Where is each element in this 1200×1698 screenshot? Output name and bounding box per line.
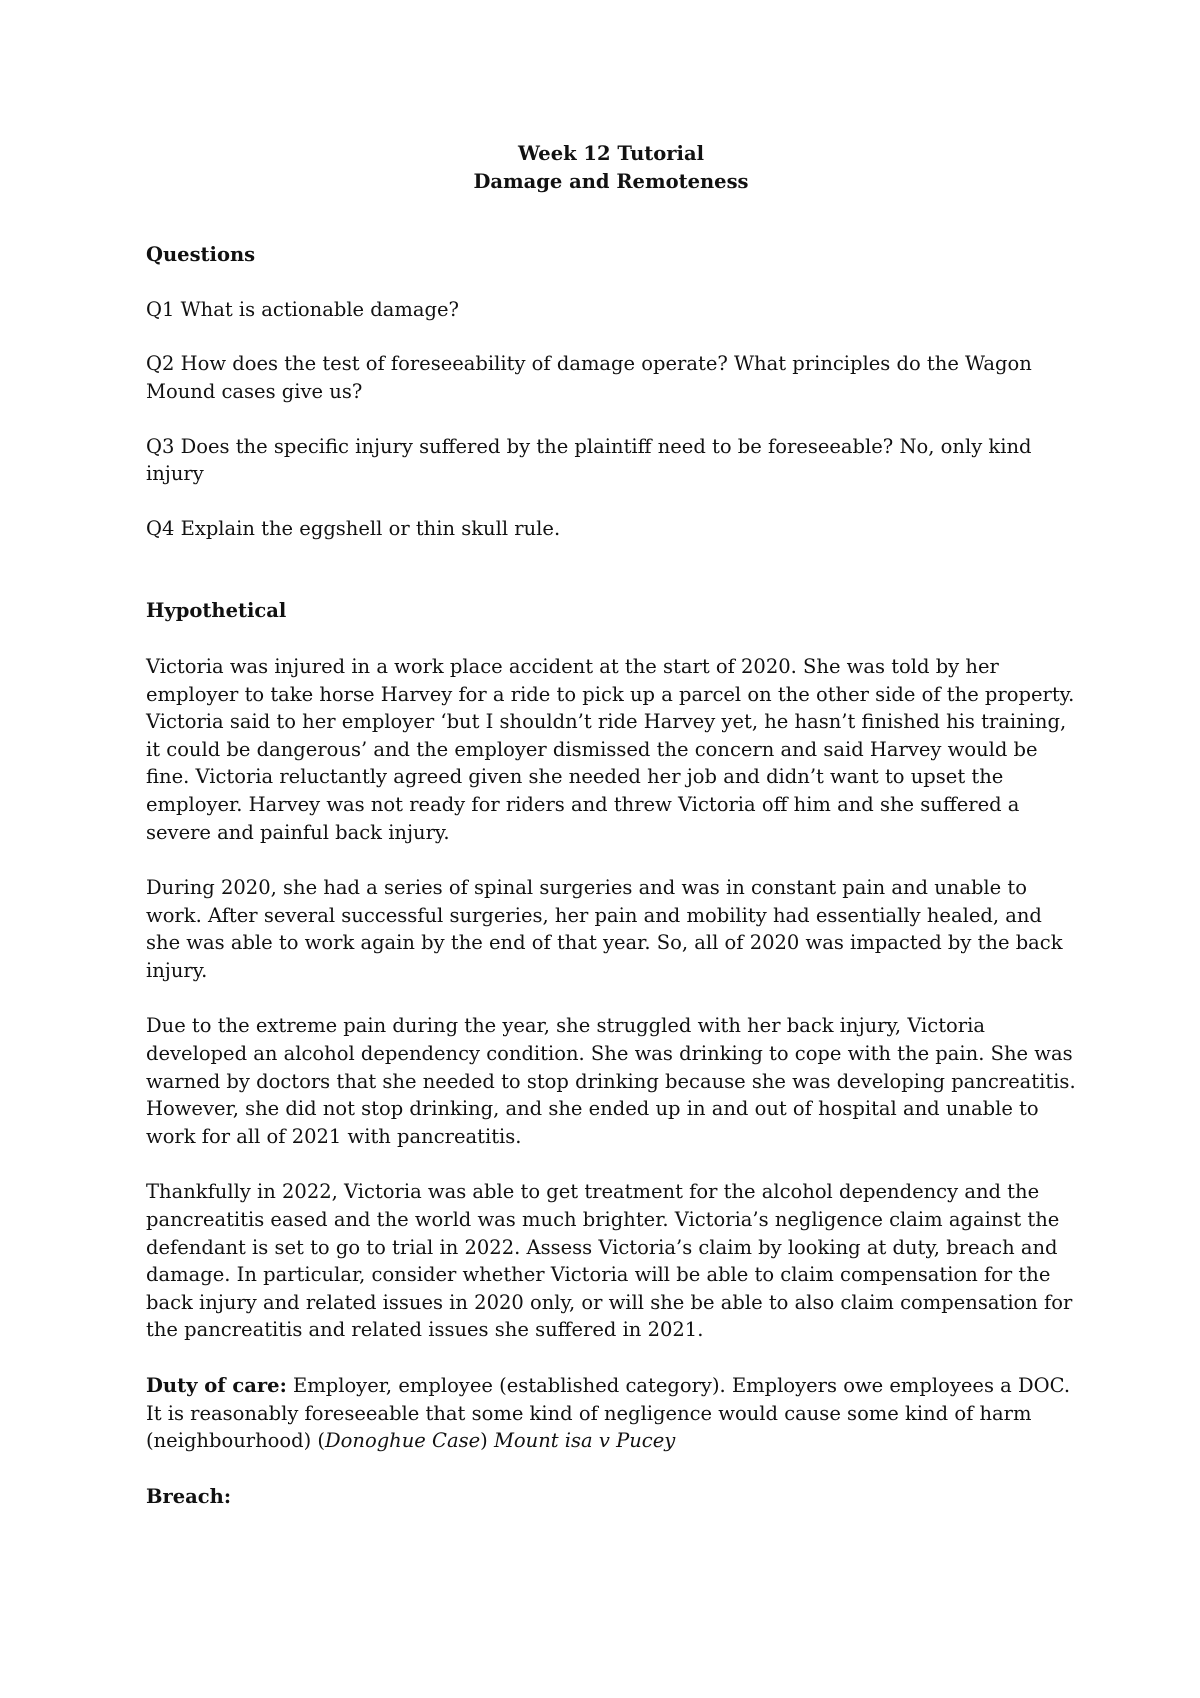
hypothetical-paragraph-3: Due to the extreme pain during the year, she struggled with her back injury, Victoria developed an alcohol dependency condition. She was drinking to cope with the pain. She was warned by doctors that she needed to stop drinking because she was developing pancreatitis. However, she did not stop drinking, and she ended up in and out of hospital and unable to work for all of 2021 with pancreatitis. bbox=[146, 1014, 1076, 1148]
duty-of-care-label: Duty of care: bbox=[146, 1374, 287, 1397]
question-1: Q1 What is actionable damage? bbox=[146, 297, 459, 321]
document-title bbox=[146, 140, 1076, 195]
questions-heading: Questions bbox=[146, 243, 256, 267]
document-page bbox=[146, 140, 1076, 1510]
duty-of-care-text-2: ) bbox=[480, 1429, 494, 1453]
duty-of-care-text: Employer, employee (established category). Employers owe employees a DOC. It is reasonably foreseeable that some kind of negligence would cause some kind of harm (neighbourhood) ( bbox=[146, 1374, 1071, 1453]
duty-of-care-paragraph bbox=[146, 1372, 1076, 1455]
question-4: Q4 Explain the eggshell or thin skull rule. bbox=[146, 516, 561, 540]
hypothetical-paragraph-1: Victoria was injured in a work place accident at the start of 2020. She was told by her employer to take horse Harvey for a ride to pick up a parcel on the other side of the property. Victoria said to her employer ‘but I shouldn’t ride Harvey yet, he hasn’t finished his training, it could be dangerous’ and the employer dismissed the concern and said Harvey would be fine. Victoria reluctantly agreed given she needed her job and didn’t want to upset the employer. Harvey was not ready for riders and threw Victoria off him and she suffered a severe and painful back injury. bbox=[146, 654, 1075, 844]
hypothetical-heading: Hypothetical bbox=[146, 599, 287, 623]
question-2: Q2 How does the test of foreseeability of damage operate? What principles do the Wagon Mound cases give us? bbox=[146, 352, 1032, 403]
hypothetical-paragraph-4: Thankfully in 2022, Victoria was able to get treatment for the alcohol dependency and the pancreatitis eased and the world was much brighter. Victoria’s negligence claim against the defendant is set to go to trial in 2022. Assess Victoria’s claim by looking at duty, breach and damage. In particular, consider whether Victoria will be able to claim compensation for the back injury and related issues in 2020 only, or will she be able to also claim compensation for the pancreatitis and related issues she suffered in 2021. bbox=[146, 1180, 1073, 1342]
hypothetical-paragraph-2: During 2020, she had a series of spinal surgeries and was in constant pain and unable to work. After several successful surgeries, her pain and mobility had essentially healed, and she was able to work again by the end of that year. So, all of 2020 was impacted by the back injury. bbox=[146, 876, 1063, 982]
question-3: Q3 Does the specific injury suffered by the plaintiff need to be foreseeable? No, only kind injury bbox=[146, 434, 1032, 486]
title-week: Week 12 Tutorial bbox=[518, 142, 704, 165]
breach-label: Breach: bbox=[146, 1484, 232, 1508]
case-citation-mount-isa: Mount isa v Pucey bbox=[493, 1429, 676, 1453]
title-topic: Damage and Remoteness bbox=[473, 169, 749, 193]
case-citation-donoghue: Donoghue Case bbox=[325, 1429, 481, 1453]
